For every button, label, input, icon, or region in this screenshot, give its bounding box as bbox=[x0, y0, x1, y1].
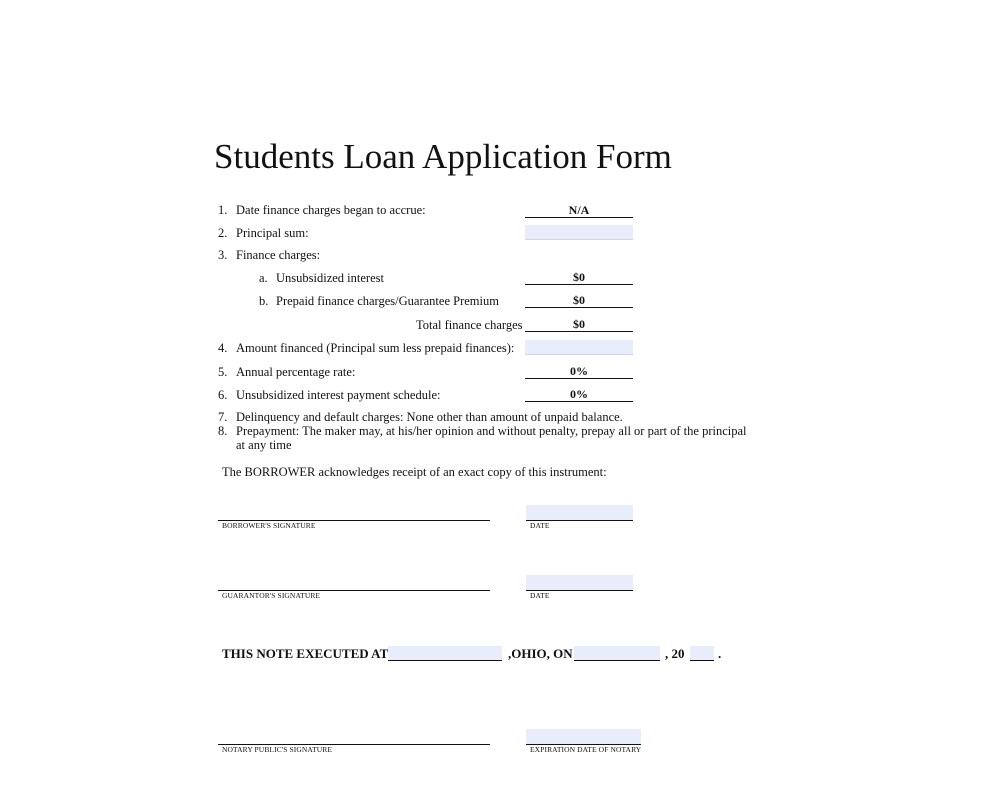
unsubsidized-interest-field[interactable]: $0 bbox=[525, 270, 633, 285]
item-number: 6. bbox=[218, 388, 228, 402]
guarantor-date-label: DATE bbox=[530, 591, 550, 600]
borrower-date-label: DATE bbox=[530, 521, 550, 530]
item-label: Finance charges: bbox=[236, 248, 321, 262]
item-row-2 bbox=[0, 225, 1006, 245]
item-label: Unsubsidized interest payment schedule: bbox=[236, 388, 441, 402]
item-label: Prepayment: The maker may, at his/her opinion and without penalty, prepay all or part of the principal bbox=[236, 424, 747, 438]
item-label: Unsubsidized interest bbox=[276, 271, 384, 285]
notary-expiration-label: EXPIRATION DATE OF NOTARY bbox=[530, 745, 642, 754]
ohio-on-label: ,OHIO, ON bbox=[508, 646, 573, 661]
item-row-total bbox=[0, 317, 1006, 337]
borrower-signature-label: BORROWER'S SIGNATURE bbox=[222, 521, 316, 530]
item-row-8 bbox=[0, 423, 1006, 455]
executed-date-field[interactable] bbox=[574, 646, 660, 661]
notary-signature-line[interactable] bbox=[218, 729, 490, 745]
period-mark: . bbox=[718, 646, 722, 661]
borrower-signature-line[interactable] bbox=[218, 505, 490, 521]
item-number: 4. bbox=[218, 341, 228, 355]
item-label: Total finance charges bbox=[416, 318, 523, 332]
item-label: Prepaid finance charges/Guarantee Premium bbox=[276, 294, 499, 308]
executed-at-label: THIS NOTE EXECUTED AT bbox=[222, 646, 389, 661]
amount-financed-field[interactable] bbox=[525, 340, 633, 355]
item-row-3 bbox=[0, 247, 1006, 267]
executed-year-field[interactable] bbox=[690, 646, 714, 661]
acknowledgement-text: The BORROWER acknowledges receipt of an exact copy of this instrument: bbox=[222, 465, 607, 479]
item-label: Annual percentage rate: bbox=[236, 365, 356, 379]
item-number: 7. bbox=[218, 410, 228, 424]
page-title: Students Loan Application Form bbox=[214, 137, 672, 176]
item-row-6 bbox=[0, 387, 1006, 407]
payment-schedule-field[interactable]: 0% bbox=[525, 387, 633, 402]
guarantor-signature-label: GUARANTOR'S SIGNATURE bbox=[222, 591, 321, 600]
item-label: Principal sum: bbox=[236, 226, 309, 240]
item-label: Delinquency and default charges: None other than amount of unpaid balance. bbox=[236, 410, 623, 424]
item-label: Date finance charges began to accrue: bbox=[236, 203, 426, 217]
sub-item-letter: a. bbox=[259, 271, 268, 285]
executed-city-field[interactable] bbox=[388, 646, 502, 661]
sub-item-letter: b. bbox=[259, 294, 269, 308]
item-number: 8. bbox=[218, 424, 228, 438]
item-number: 5. bbox=[218, 365, 228, 379]
borrower-date-field[interactable] bbox=[526, 505, 633, 521]
prepaid-finance-field[interactable]: $0 bbox=[525, 293, 633, 308]
date-accrue-field[interactable]: N/A bbox=[525, 203, 633, 218]
item-row-5 bbox=[0, 364, 1006, 384]
notary-expiration-field[interactable] bbox=[526, 729, 641, 745]
item-number: 1. bbox=[218, 203, 228, 217]
item-number: 2. bbox=[218, 226, 228, 240]
notary-signature-label: NOTARY PUBLIC'S SIGNATURE bbox=[222, 745, 333, 754]
guarantor-date-field[interactable] bbox=[526, 575, 633, 591]
apr-field[interactable]: 0% bbox=[525, 364, 633, 379]
item-label-continued: at any time bbox=[236, 438, 292, 452]
total-finance-field[interactable]: $0 bbox=[525, 317, 633, 332]
principal-sum-field[interactable] bbox=[525, 225, 633, 240]
item-label: Amount financed (Principal sum less prepaid finances): bbox=[236, 341, 515, 355]
item-row-1 bbox=[0, 202, 1006, 222]
guarantor-signature-line[interactable] bbox=[218, 575, 490, 591]
year-prefix-label: , 20 bbox=[665, 646, 685, 661]
item-number: 3. bbox=[218, 248, 228, 262]
item-row-3b bbox=[0, 293, 1006, 313]
item-row-4 bbox=[0, 340, 1006, 360]
item-row-3a bbox=[0, 270, 1006, 290]
